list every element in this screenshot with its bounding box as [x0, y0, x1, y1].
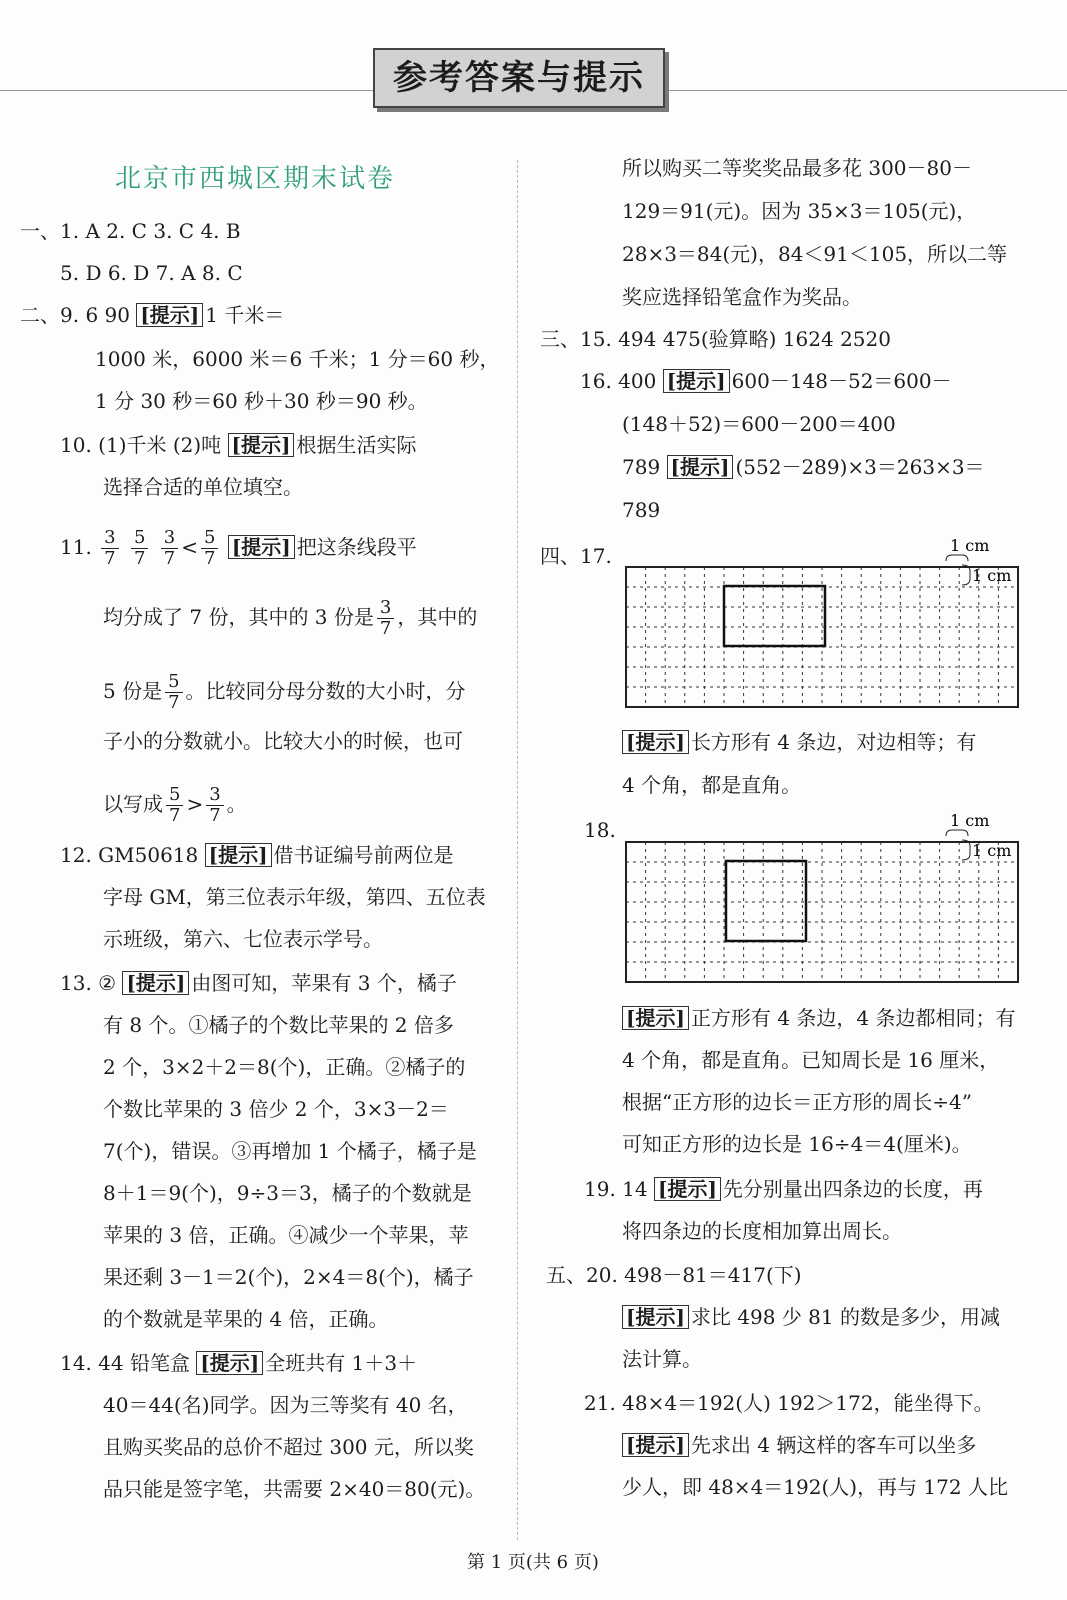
hint-tag: [提示] — [654, 1177, 721, 1201]
answer-line: 二、9. 6 90 [提示] 1 千米＝ — [20, 303, 285, 327]
answer-line: 4 个角，都是直角。 — [622, 773, 802, 797]
hint-tag: [提示] — [663, 369, 730, 393]
answer-line: 789 [提示] (552－289)×3＝263×3＝ — [622, 455, 985, 479]
fraction: $\frac{3}{7}$ — [377, 598, 394, 639]
answer-line: 示班级，第六、七位表示学号。 — [103, 927, 383, 951]
answer-line: 12. GM50618 [提示] 借书证编号前两位是 — [60, 843, 454, 867]
answer-line: 字母 GM，第三位表示年级，第四、五位表 — [103, 885, 486, 909]
hint-tag: [提示] — [622, 1433, 689, 1457]
cm-label: 1 cm — [972, 566, 1012, 585]
answer-line: 13. ② [提示] 由图可知，苹果有 3 个，橘子 — [60, 971, 457, 995]
fraction: $\frac{3}{7}$ — [101, 528, 118, 569]
answer-line: 苹果的 3 倍，正确。④减少一个苹果，苹 — [103, 1223, 469, 1247]
answer-line: 品只能是签字笔，共需要 2×40＝80(元)。 — [103, 1477, 486, 1501]
answer-line: 19. 14 [提示] 先分别量出四条边的长度，再 — [584, 1177, 983, 1201]
hint-tag: [提示] — [622, 1305, 689, 1329]
answer-line: 所以购买二等奖奖品最多花 300－80－ — [622, 156, 972, 180]
answer-line: 16. 400 [提示] 600－148－52＝600－ — [580, 369, 952, 393]
answer-line: 法计算。 — [622, 1347, 702, 1371]
answer-line: [提示] 先求出 4 辆这样的客车可以坐多 — [622, 1432, 976, 1458]
answer-line: 子小的分数就小。比较大小的时候，也可 — [103, 729, 463, 753]
page-number: 第 1 页(共 6 页) — [467, 1552, 599, 1573]
answer-line: 10. (1)千米 (2)吨 [提示] 根据生活实际 — [60, 433, 417, 457]
answer-line: 有 8 个。①橘子的个数比苹果的 2 倍多 — [103, 1013, 454, 1037]
answer-line: [提示] 求比 498 少 81 的数是多少，用减 — [622, 1304, 1000, 1330]
answer-line: 的个数就是苹果的 4 倍，正确。 — [103, 1307, 389, 1331]
answer-line: 一、1. A 2. C 3. C 4. B — [20, 219, 241, 243]
answer-line: 4 个角，都是直角。已知周长是 16 厘米， — [622, 1048, 1000, 1072]
answer-line: 2 个，3×2＋2＝8(个)，正确。②橘子的 — [103, 1055, 466, 1079]
answer-line: 7(个)，错误。③再增加 1 个橘子，橘子是 — [103, 1139, 477, 1163]
answer-line: 789 — [622, 498, 661, 522]
cm-bracket-h — [946, 555, 968, 561]
answer-line: 129＝91(元)。因为 35×3＝105(元)， — [622, 199, 977, 223]
answer-line: (148＋52)＝600－200＝400 — [622, 412, 896, 436]
hint-tag: [提示] — [228, 535, 295, 559]
answer-line: 1000 米，6000 米＝6 千米；1 分＝60 秒， — [95, 347, 500, 371]
answer-line: 5. D 6. D 7. A 8. C — [60, 261, 243, 285]
fraction: $\frac{5}{7}$ — [166, 785, 183, 826]
answer-line: 14. 44 铅笔盒 [提示] 全班共有 1＋3＋ — [60, 1351, 418, 1375]
hint-tag: [提示] — [122, 971, 189, 995]
answer-line: 以写成 $\frac{5}{7}$ > $\frac{3}{7}$ 。 — [103, 784, 247, 826]
hint-tag: [提示] — [205, 843, 272, 867]
answer-line: 四、17. — [540, 544, 612, 568]
answer-line: 根据“正方形的边长＝正方形的周长÷4” — [622, 1090, 972, 1114]
answer-rectangle — [724, 586, 825, 646]
answer-line: 奖应选择铅笔盒作为奖品。 — [622, 285, 862, 309]
answer-line: 个数比苹果的 3 倍少 2 个，3×3－2＝ — [103, 1097, 449, 1121]
answer-square — [726, 861, 806, 941]
answer-line: 且购买奖品的总价不超过 300 元，所以奖 — [103, 1435, 474, 1459]
answer-line: [提示] 长方形有 4 条边，对边相等；有 — [622, 729, 976, 755]
cm-label: 1 cm — [950, 536, 990, 555]
cm-label: 1 cm — [972, 841, 1012, 860]
answer-line: 8＋1＝9(个)，9÷3＝3，橘子的个数就是 — [103, 1181, 472, 1205]
answer-line: 5 份是 $\frac{5}{7}$ 。比较同分母分数的大小时，分 — [103, 671, 466, 713]
fraction: $\frac{3}{7}$ — [161, 528, 178, 569]
hint-tag: [提示] — [622, 730, 689, 754]
square-grid-figure — [620, 810, 1030, 990]
answer-line: 少人，即 48×4＝192(人)，再与 172 人比 — [622, 1475, 1008, 1499]
answer-line: 三、15. 494 475(验算略) 1624 2520 — [540, 327, 891, 351]
cm-label: 1 cm — [950, 811, 990, 830]
fraction: $\frac{3}{7}$ — [206, 785, 223, 826]
answer-line: 将四条边的长度相加算出周长。 — [622, 1219, 902, 1243]
hint-tag: [提示] — [228, 433, 295, 457]
answer-line: 均分成了 7 份，其中的 3 份是 $\frac{3}{7}$ ，其中的 — [103, 597, 478, 639]
answer-line: 五、20. 498－81＝417(下) — [546, 1263, 802, 1287]
fraction: $\frac{5}{7}$ — [131, 528, 148, 569]
fraction: $\frac{5}{7}$ — [165, 672, 182, 713]
answer-line: 1 分 30 秒＝60 秒＋30 秒＝90 秒。 — [95, 389, 428, 413]
answer-line: 40＝44(名)同学。因为三等奖有 40 名， — [103, 1393, 468, 1417]
hint-tag: [提示] — [622, 1006, 689, 1030]
answer-line: 可知正方形的边长是 16÷4＝4(厘米)。 — [622, 1132, 972, 1156]
cm-bracket-h — [946, 830, 968, 836]
section-title: 北京市西城区期末试卷 — [115, 164, 396, 194]
fraction: $\frac{5}{7}$ — [201, 528, 218, 569]
answer-line: 选择合适的单位填空。 — [103, 475, 303, 499]
hint-tag: [提示] — [196, 1351, 263, 1375]
hint-tag: [提示] — [136, 303, 203, 327]
answer-line: 18. — [584, 818, 616, 842]
column-divider — [517, 160, 518, 1540]
answer-line: [提示] 正方形有 4 条边，4 条边都相同；有 — [622, 1005, 1015, 1031]
hint-tag: [提示] — [667, 455, 734, 479]
rectangle-grid-figure — [620, 535, 1030, 715]
page-title: 参考答案与提示 — [373, 48, 665, 108]
answer-line: 11. $\frac{3}{7}$ $\frac{5}{7}$ $\frac{3}{7}$ < $\frac{5}{7}$ [提示] 把这条线段平 — [60, 527, 417, 569]
answer-line: 果还剩 3－1＝2(个)，2×4＝8(个)，橘子 — [103, 1265, 474, 1289]
answer-line: 28×3＝84(元)，84＜91＜105，所以二等 — [622, 242, 1008, 266]
answer-line: 21. 48×4＝192(人) 192＞172，能坐得下。 — [584, 1391, 994, 1415]
